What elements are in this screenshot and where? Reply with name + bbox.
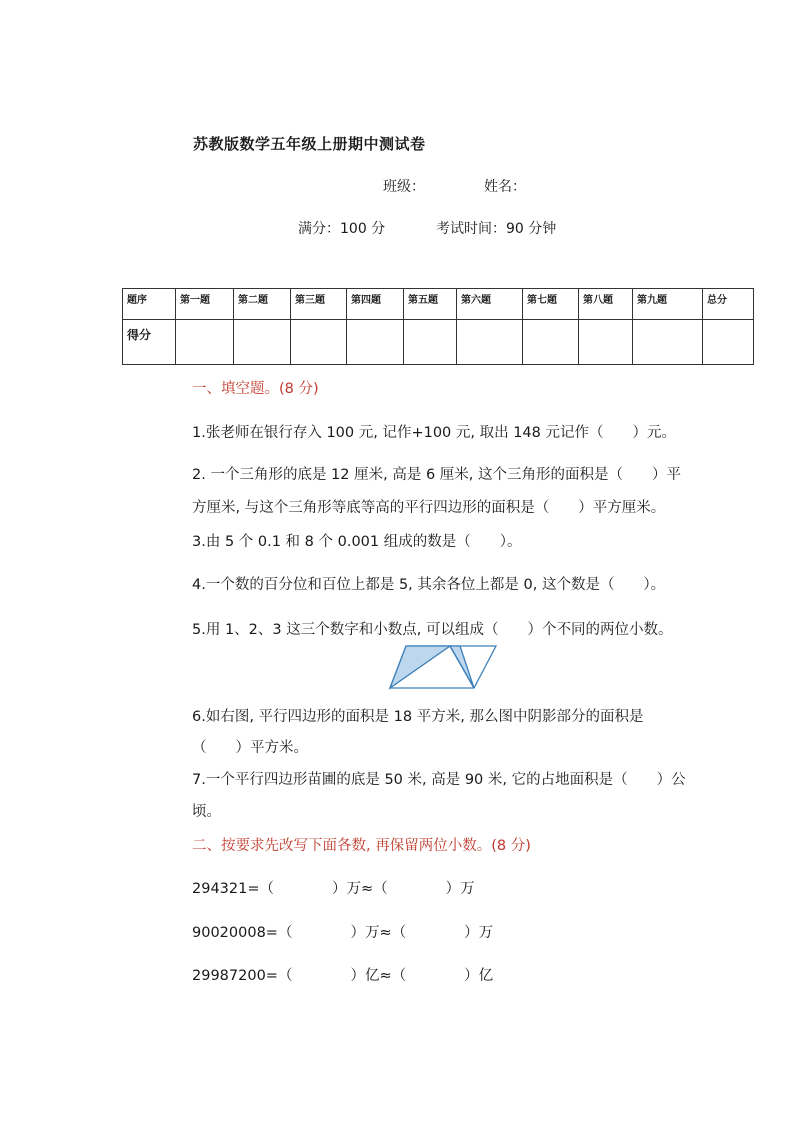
section1-title: 一、填空题。 bbox=[192, 381, 279, 397]
header-cell: 第五题 bbox=[404, 289, 457, 320]
header-cell: 第九题 bbox=[633, 289, 703, 320]
section2-title: 二、按要求先改写下面各数, 再保留两位小数。 bbox=[192, 838, 492, 854]
score-cell[interactable] bbox=[234, 320, 291, 365]
question-7-line2: 顷。 bbox=[192, 804, 221, 820]
score-row-label: 得分 bbox=[123, 320, 176, 365]
score-cell[interactable] bbox=[176, 320, 234, 365]
header-cell: 总分 bbox=[703, 289, 754, 320]
class-label: 班级： bbox=[383, 179, 425, 195]
header-cell: 第八题 bbox=[579, 289, 633, 320]
question-7-line1: 7.一个平行四边形苗圃的底是 50 米, 高是 90 米, 它的占地面积是（ ）公 bbox=[192, 772, 686, 788]
question-1: 1.张老师在银行存入 100 元, 记作+100 元, 取出 148 元记作（ ）元。 bbox=[192, 425, 676, 441]
section1-points: (8 分) bbox=[279, 381, 319, 397]
section1-heading bbox=[192, 377, 319, 398]
score-cell[interactable] bbox=[347, 320, 404, 365]
conversion-3: 29987200=（ ）亿≈（ ）亿 bbox=[192, 968, 494, 984]
question-6-line2: （ ）平方米。 bbox=[192, 740, 308, 756]
question-2-line1: 2. 一个三角形的底是 12 厘米, 高是 6 厘米, 这个三角形的面积是（ ）平 bbox=[192, 467, 681, 483]
parallelogram-figure bbox=[388, 644, 500, 692]
score-cell[interactable] bbox=[291, 320, 347, 365]
score-table-header-row bbox=[123, 289, 754, 320]
header-cell: 题序 bbox=[123, 289, 176, 320]
section2-heading bbox=[192, 834, 531, 855]
score-cell[interactable] bbox=[579, 320, 633, 365]
score-cell[interactable] bbox=[703, 320, 754, 365]
header-cell: 第一题 bbox=[176, 289, 234, 320]
question-5: 5.用 1、2、3 这三个数字和小数点, 可以组成（ ）个不同的两位小数。 bbox=[192, 622, 673, 638]
question-3: 3.由 5 个 0.1 和 8 个 0.001 组成的数是（ ）。 bbox=[192, 534, 522, 550]
section2-points: (8 分) bbox=[491, 838, 531, 854]
score-cell[interactable] bbox=[404, 320, 457, 365]
score-cell[interactable] bbox=[457, 320, 523, 365]
score-table bbox=[122, 288, 754, 365]
header-cell: 第二题 bbox=[234, 289, 291, 320]
score-cell[interactable] bbox=[523, 320, 579, 365]
question-4: 4.一个数的百分位和百位上都是 5, 其余各位上都是 0, 这个数是（ ）。 bbox=[192, 577, 666, 593]
exam-time: 考试时间：90 分钟 bbox=[436, 221, 557, 237]
header-cell: 第三题 bbox=[291, 289, 347, 320]
score-cell[interactable] bbox=[633, 320, 703, 365]
question-2-line2: 方厘米, 与这个三角形等底等高的平行四边形的面积是（ ）平方厘米。 bbox=[192, 500, 666, 516]
conversion-2: 90020008=（ ）万≈（ ）万 bbox=[192, 925, 494, 941]
header-cell: 第七题 bbox=[523, 289, 579, 320]
full-score: 满分：100 分 bbox=[298, 221, 386, 237]
score-table-score-row bbox=[123, 320, 754, 365]
question-6-line1: 6.如右图, 平行四边形的面积是 18 平方米, 那么图中阴影部分的面积是 bbox=[192, 709, 644, 725]
header-cell: 第四题 bbox=[347, 289, 404, 320]
exam-title: 苏教版数学五年级上册期中测试卷 bbox=[193, 135, 426, 153]
name-label: 姓名： bbox=[484, 179, 526, 195]
header-cell: 第六题 bbox=[457, 289, 523, 320]
conversion-1: 294321=（ ）万≈（ ）万 bbox=[192, 881, 475, 897]
